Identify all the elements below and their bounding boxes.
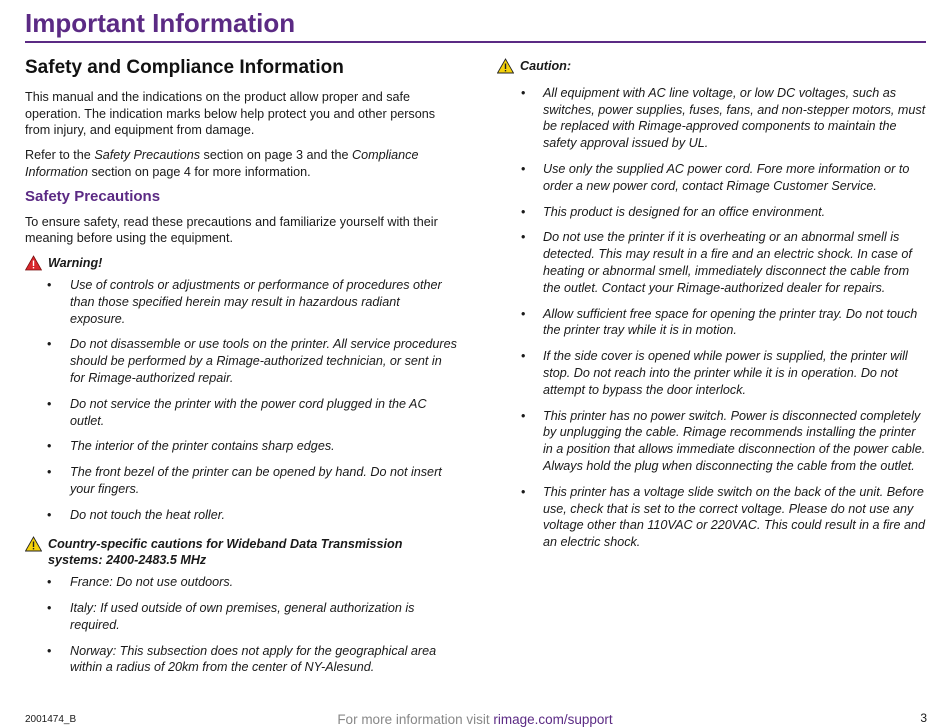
country-caution-list: [25, 574, 457, 676]
right-column: [497, 58, 927, 563]
warning-label: Warning!: [48, 256, 103, 271]
list-item: • This product is designed for an office environment.: [497, 204, 927, 221]
footer-more-text: For more information visit: [337, 712, 494, 727]
refer-compliance-information: Compliance Information: [25, 148, 419, 179]
ensure-paragraph: To ensure safety, read these precautions and familiarize yourself with their meaning before using the equipment.: [25, 214, 438, 246]
list-item: • The front bezel of the printer can be opened by hand. Do not insert your fingers.: [25, 464, 457, 498]
list-item: • This printer has a voltage slide switch on the back of the unit. Before use, check that is set to the correct voltage. Please do not use any voltage other than 110VAC or 220VAC. This could result in a fire and an electric shock.: [497, 484, 927, 551]
caution-list: [497, 85, 927, 551]
warning-note: [25, 255, 457, 272]
list-item: • Do not disassemble or use tools on the printer. All service procedures should be performed by a Rimage-authorized technician, or sent in for Rimage-authorized repair.: [25, 336, 457, 386]
intro-paragraph: This manual and the indications on the product allow proper and safe operation. The indication marks below help protect you and other persons from injury, and equipment from damage.: [25, 89, 436, 138]
caution-yellow-triangle-icon: [497, 58, 514, 74]
footer-support-text: [0, 712, 950, 727]
list-item: • Norway: This subsection does not apply for the geographical area within a radius of 20km from the center of NY-Alesund.: [25, 643, 457, 677]
list-item: • Do not use the printer if it is overheating or an abnormal smell is detected. This may result in a fire and an electric shock. In case of heating or abnormal smell, immediately disconnect the cable from the outlet. Contact your Rimage-authorized dealer for repairs.: [497, 229, 927, 296]
warning-red-triangle-icon: [25, 255, 42, 271]
list-item: • Use of controls or adjustments or performance of procedures other than those specified herein may result in hazardous radiant exposure.: [25, 277, 457, 327]
caution-note: [497, 58, 927, 75]
header-divider: [25, 41, 926, 43]
list-item: • All equipment with AC line voltage, or low DC voltages, such as switches, power supplies, fuses, fans, and non-stepper motors, must be replaced with Rimage-approved components to maintain the safety approval issued by UL.: [497, 85, 927, 152]
warning-list: [25, 277, 457, 524]
section-heading: Safety and Compliance Information: [25, 57, 344, 78]
country-caution-note: [25, 536, 457, 570]
left-column: [25, 58, 457, 688]
refer-safety-precautions: Safety Precautions: [94, 148, 201, 163]
caution-yellow-triangle-icon: [25, 536, 42, 552]
support-link[interactable]: rimage.com/support: [493, 712, 613, 727]
safety-precautions-heading: Safety Precautions: [25, 187, 161, 205]
page-number: 3: [920, 711, 927, 725]
list-item: • Italy: If used outside of own premises, general authorization is required.: [25, 600, 457, 634]
list-item: • Do not service the printer with the power cord plugged in the AC outlet.: [25, 396, 457, 430]
country-caution-label: Country-specific cautions for Wideband Data Transmission systems: 2400-2483.5 MHz: [48, 536, 403, 568]
refer-mid: section on page 3 and the: [200, 148, 352, 163]
list-item: • The interior of the printer contains sharp edges.: [25, 438, 457, 455]
page-header-title: Important Information: [25, 8, 296, 38]
caution-label: Caution:: [520, 59, 572, 73]
list-item: • If the side cover is opened while power is supplied, the printer will stop. Do not reach into the printer while it is in operation. Do not attempt to bypass the door interlock.: [497, 348, 927, 398]
refer-paragraph: [25, 147, 457, 181]
list-item: • Do not touch the heat roller.: [25, 507, 457, 524]
list-item: • Allow sufficient free space for opening the printer tray. Do not touch the printer tray while it is in motion.: [497, 306, 927, 340]
list-item: • France: Do not use outdoors.: [25, 574, 457, 591]
document-number: 2001474_B: [25, 714, 77, 725]
list-item: • Use only the supplied AC power cord. Fore more information or to order a new power cord, contact Rimage Customer Service.: [497, 161, 927, 195]
refer-post: section on page 4 for more information.: [88, 164, 311, 179]
list-item: • This printer has no power switch. Power is disconnected completely by unplugging the cable. Rimage recommends installing the printer in a position that allows immediate disconnection of the power cable. Always hold the plug when disconnecting the cable from the outlet.: [497, 408, 927, 475]
refer-pre: Refer to the: [25, 148, 95, 163]
